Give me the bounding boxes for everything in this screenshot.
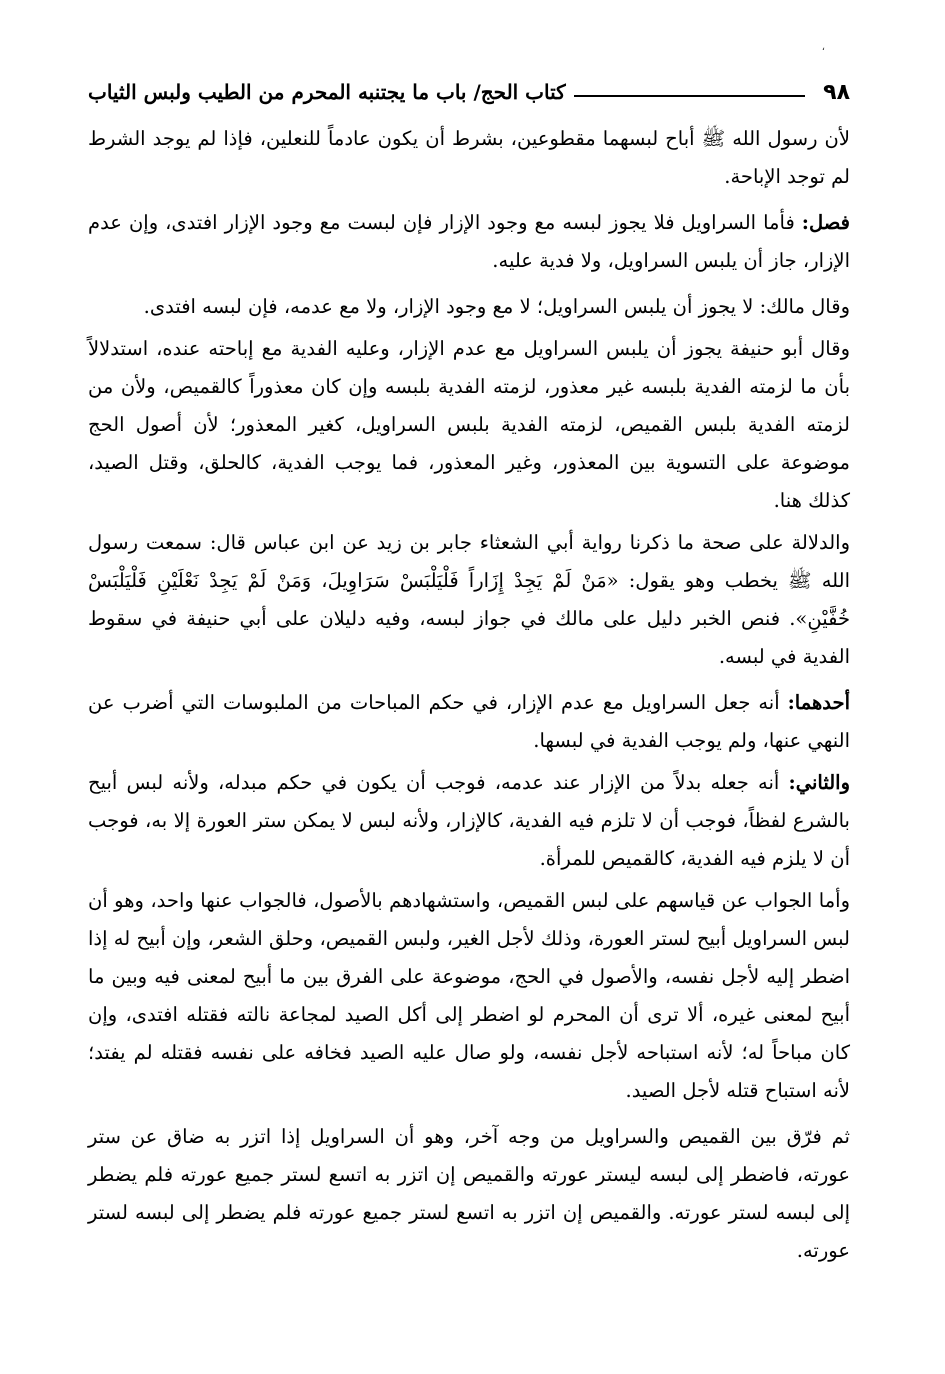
page-number: ٩٨ (823, 79, 850, 105)
paragraph-lead: أحدهما: (787, 691, 850, 714)
paragraph-text: لأن رسول الله ﷺ أباح لبسهما مقطوعين، بشرط أن يكون عادماً للنعلين، فإذا لم يوجد الشرط لم توجد الإباحة. (88, 127, 850, 188)
paragraph-5 (88, 524, 850, 676)
paragraph-4 (88, 330, 850, 520)
paragraph-lead: والثاني: (788, 771, 850, 794)
paragraph-6 (88, 684, 850, 760)
paragraph-text: أنه جعل السراويل مع عدم الإزار، في حكم المباحات من الملبوسات التي أضرب عن النهي عنها، ولم يوجب الفدية في لبسها. (88, 691, 850, 752)
paragraph-text: فأما السراويل فلا يجوز لبسه مع وجود الإزار فإن لبست مع وجود الإزار افتدى، وإن عدم الإزار، جاز أن يلبس السراويل، ولا فدية عليه. (88, 211, 850, 272)
paragraph-9 (88, 1118, 850, 1270)
body-text (88, 120, 850, 1270)
paragraph-1 (88, 120, 850, 196)
paragraph-7 (88, 764, 850, 878)
paragraph-text: وقال مالك: لا يجوز أن يلبس السراويل؛ لا مع وجود الإزار، ولا مع عدمه، فإن لبسه افتدى. (143, 295, 850, 318)
page-header (88, 72, 850, 112)
corner-mark: ، (821, 42, 825, 53)
paragraph-text: ثم فرّق بين القميص والسراويل من وجه آخر، وهو أن السراويل إذا اتزر به ضاق عن ستر عورته، فاضطر إلى لبسه ليستر عورته والقميص إن اتزر به اتسع لستر جميع عورته فلم يضطر إلى لبسه لستر عورته. والقميص إن اتزر به اتسع لستر جميع عورته فلم يضطر إلى لبسه لستر عورته. (88, 1125, 850, 1262)
paragraph-text: وأما الجواب عن قياسهم على لبس القميص، واستشهادهم بالأصول، فالجواب عنها واحد، وهو أن لبس السراويل أبيح لستر العورة، وذلك لأجل الغير، ولبس القميص، وحلق الشعر، وإن أبيح له إذا اضطر إليه لأجل نفسه، والأصول في الحج، موضوعة على الفرق بين ما أبيح لمعنى فيه وبين ما أبيح لمعنى غيره، ألا ترى أن المحرم لو اضطر إلى أكل الصيد لمجاعة نالته فقتله افتدى، وإن كان مباحاً له؛ لأنه استباحه لأجل نفسه، ولو صال عليه الصيد فخافه على نفسه فقتله لم يفتد؛ لأنه استباح قتله لأجل الصيد. (88, 889, 850, 1102)
paragraph-text: وقال أبو حنيفة يجوز أن يلبس السراويل مع عدم الإزار، وعليه الفدية مع إباحته عنده، استدلالاً بأن ما لزمته الفدية بلبسه غير معذور، لزمته الفدية بلبسه وإن كان معذوراً كالقميص، ولأن من لزمته الفدية بلبس القميص، لزمته الفدية بلبس السراويل، كغير المعذور؛ لأن أصول الحج موضوعة على التسوية بين المعذور، وغير المعذور، فما يوجب الفدية، كالحلق، وقتل الصيد، كذلك هنا. (88, 337, 850, 512)
document-page (88, 72, 850, 1274)
paragraph-8 (88, 882, 850, 1110)
running-title: كتاب الحج/ باب ما يجتنبه المحرم من الطيب ولبس الثياب (88, 80, 566, 104)
paragraph-2 (88, 204, 850, 280)
paragraph-text: أنه جعله بدلاً من الإزار عند عدمه، فوجب أن يكون في حكم مبدله، ولأنه لبس أبيح بالشرع لفظاً، فوجب أن لا تلزم فيه الفدية، كالإزار، ولأنه لبس لا يمكن ستر العورة إلا به، فوجب أن لا يلزم فيه الفدية، كالقميص للمرأة. (88, 771, 850, 870)
header-rule (574, 95, 805, 97)
paragraph-3 (88, 288, 850, 326)
paragraph-lead: فصل: (801, 211, 850, 234)
paragraph-text: والدلالة على صحة ما ذكرنا رواية أبي الشعثاء جابر بن زيد عن ابن عباس قال: سمعت رسول الله ﷺ يخطب وهو يقول: «مَنْ لَمْ يَجِدْ إِزَاراً فَلْيَلْبَسْ سَرَاوِيلَ، وَمَنْ لَمْ يَجِدْ نَعْلَيْنِ فَلْيَلْبَسْ خُفَّيْنِ». فنص الخبر دليل على مالك في جواز لبسه، وفيه دليلان على أبي حنيفة في سقوط الفدية في لبسه. (88, 531, 850, 668)
